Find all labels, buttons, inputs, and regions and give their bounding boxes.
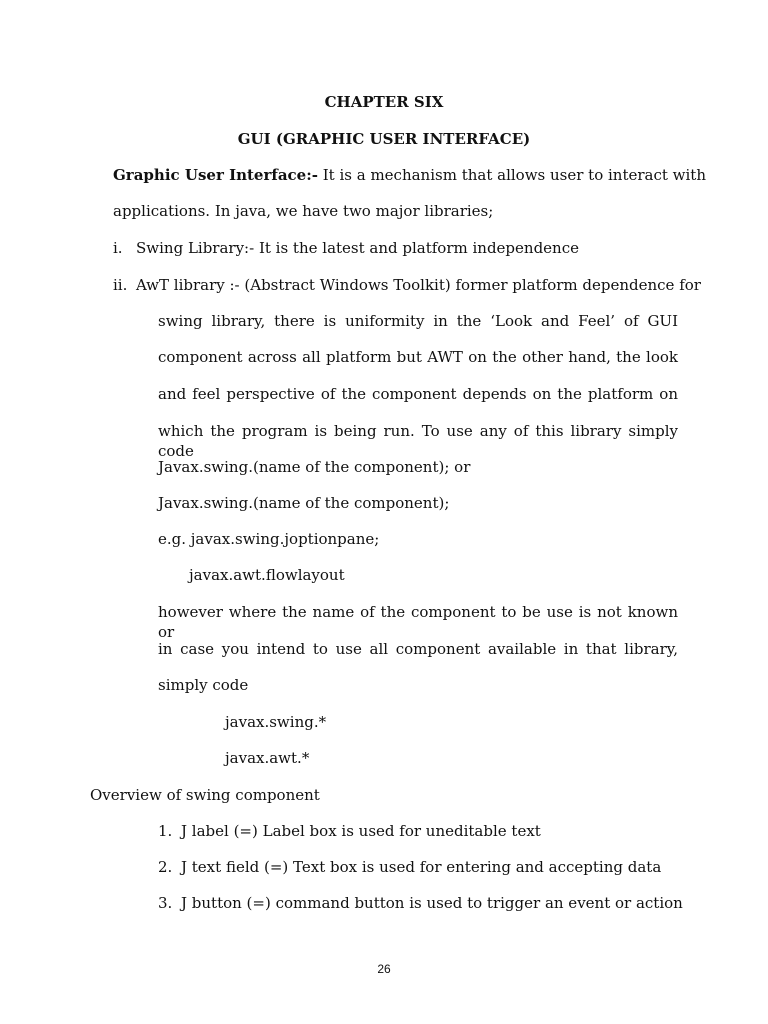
overview-item-2 [158, 857, 661, 877]
list-number: 1. [158, 822, 173, 840]
wildcard-para-line-3: simply code [158, 676, 249, 694]
chapter-subtitle: GUI (GRAPHIC USER INTERFACE) [237, 130, 531, 148]
page-number: 26 [377, 962, 391, 976]
list-marker: ii. [113, 276, 128, 294]
awt-continuation-2: component across all platform but AWT on the other hand, the look [158, 348, 678, 366]
code-line-1: Javax.swing.(name of the component); or [158, 458, 471, 476]
list-item-text: J text field (=) Text box is used for entering and accepting data [181, 858, 662, 876]
intro-definition: It is a mechanism that allows user to interact with [317, 166, 706, 184]
overview-heading: Overview of swing component [90, 786, 320, 804]
overview-item-3 [158, 893, 683, 913]
wildcard-para-line-2: in case you intend to use all component available in that library, [158, 640, 678, 658]
example-line-1: e.g. javax.swing.joptionpane; [158, 530, 380, 548]
awt-continuation-1: swing library, there is uniformity in the ‘Look and Feel’ of GUI [158, 312, 678, 330]
list-number: 3. [158, 894, 173, 912]
intro-line-1 [113, 165, 706, 185]
wildcard-swing: javax.swing.* [225, 713, 327, 731]
wildcard-para-line-1: however where the name of the component to be use is not known or [158, 603, 678, 641]
library-item-2 [113, 275, 701, 295]
list-item-text: Swing Library:- It is the latest and platform independence [136, 239, 579, 257]
intro-term: Graphic User Interface:- [113, 166, 318, 184]
chapter-title: CHAPTER SIX [324, 93, 444, 111]
list-number: 2. [158, 858, 173, 876]
library-item-1 [113, 238, 579, 258]
awt-continuation-3: and feel perspective of the component depends on the platform on [158, 385, 678, 403]
list-item-text: AwT library :- (Abstract Windows Toolkit) former platform dependence for [136, 276, 701, 294]
list-item-text: J button (=) command button is used to trigger an event or action [181, 894, 683, 912]
list-marker: i. [113, 239, 123, 257]
awt-continuation-4: which the program is being run. To use any of this library simply code [158, 422, 678, 460]
example-line-2: javax.awt.flowlayout [189, 566, 345, 584]
wildcard-awt: javax.awt.* [225, 749, 310, 767]
code-line-2: Javax.swing.(name of the component); [158, 494, 450, 512]
intro-line-2: applications. In java, we have two major libraries; [113, 202, 494, 220]
list-item-text: J label (=) Label box is used for uneditable text [181, 822, 541, 840]
overview-item-1 [158, 821, 541, 841]
